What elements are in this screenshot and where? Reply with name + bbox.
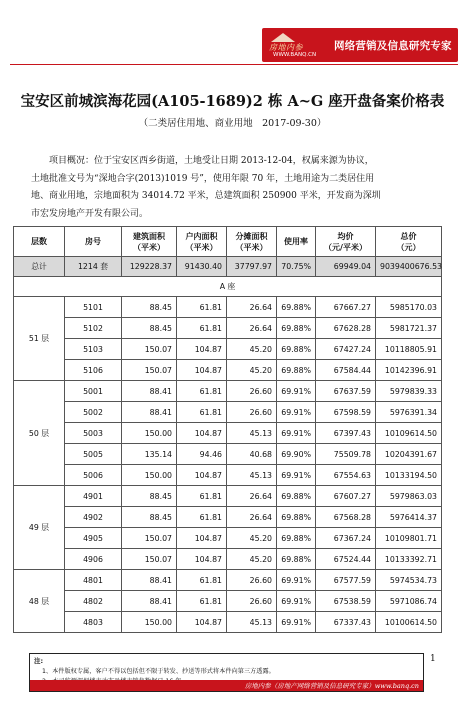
overview-line: 地、商业用地，宗地面积为 34014.72 平米，总建筑面积 250900 平米，开发商为深圳 [31, 191, 381, 201]
table-row [14, 486, 442, 507]
brand-logo-url: WWW.BANQ.CN [273, 52, 317, 58]
cell-usage-rate: 69.88% [277, 528, 316, 549]
cell-build-area: 150.07 [122, 549, 177, 570]
cell-build-area: 150.00 [122, 612, 177, 633]
table-row [14, 339, 442, 360]
cell-inner-area: 104.87 [177, 423, 227, 444]
cell-total-price: 10109801.71 [376, 528, 442, 549]
cell-inner-area: 61.81 [177, 318, 227, 339]
cell-share-area: 26.60 [227, 381, 277, 402]
overview-line: 土地批准文号为“深地合字(2013)1019 号”，使用年限 70 年，土地用途为二类居住用 [31, 173, 375, 184]
table-row [14, 549, 442, 570]
cell-usage-rate: 69.88% [277, 318, 316, 339]
cell-inner-area: 94.46 [177, 444, 227, 465]
cell-total-price: 10204391.67 [376, 444, 442, 465]
cell-total-price: 10118805.91 [376, 339, 442, 360]
cell-unit-price: 67637.59 [316, 381, 376, 402]
cell-inner-area: 61.81 [177, 507, 227, 528]
cell-total-price: 10100614.50 [376, 612, 442, 633]
cell-share-area: 26.60 [227, 402, 277, 423]
total-units: 1214 套 [65, 257, 122, 277]
cell-unit-price: 67598.59 [316, 402, 376, 423]
cell-total-price: 5976414.37 [376, 507, 442, 528]
col-header-total-price: 总价 （元） [376, 227, 442, 257]
total-usage-rate: 70.75% [277, 257, 316, 277]
cell-usage-rate: 69.88% [277, 339, 316, 360]
cell-build-area: 150.00 [122, 423, 177, 444]
cell-build-area: 88.41 [122, 570, 177, 591]
cell-build-area: 88.45 [122, 486, 177, 507]
cell-inner-area: 104.87 [177, 465, 227, 486]
cell-usage-rate: 69.91% [277, 402, 316, 423]
cell-usage-rate: 69.91% [277, 381, 316, 402]
brand-logo [267, 31, 337, 59]
table-row [14, 570, 442, 591]
cell-usage-rate: 69.91% [277, 465, 316, 486]
cell-share-area: 26.64 [227, 297, 277, 318]
cell-inner-area: 104.87 [177, 612, 227, 633]
col-header-room: 房号 [65, 227, 122, 257]
table-row [14, 612, 442, 633]
cell-total-price: 5985170.03 [376, 297, 442, 318]
cell-inner-area: 104.87 [177, 528, 227, 549]
cell-inner-area: 104.87 [177, 360, 227, 381]
cell-total-price: 10109614.50 [376, 423, 442, 444]
cell-build-area: 88.45 [122, 318, 177, 339]
cell-share-area: 26.64 [227, 486, 277, 507]
total-row [14, 257, 442, 277]
cell-build-area: 135.14 [122, 444, 177, 465]
cell-unit-price: 67397.43 [316, 423, 376, 444]
table-row [14, 423, 442, 444]
cell-build-area: 88.41 [122, 591, 177, 612]
cell-room: 5003 [65, 423, 122, 444]
cell-share-area: 45.20 [227, 549, 277, 570]
cell-room: 5101 [65, 297, 122, 318]
total-unit-price: 69949.04 [316, 257, 376, 277]
page-number: 1 [430, 654, 436, 664]
cell-inner-area: 61.81 [177, 297, 227, 318]
cell-usage-rate: 69.90% [277, 444, 316, 465]
table-header-row [14, 227, 442, 257]
document-subtitle: （二类居住用地、商业用地 2017-09-30） [138, 118, 327, 129]
cell-build-area: 150.07 [122, 360, 177, 381]
cell-room: 5006 [65, 465, 122, 486]
footer-note-label: 注: [34, 657, 44, 665]
cell-total-price: 5979863.03 [376, 486, 442, 507]
cell-usage-rate: 69.88% [277, 486, 316, 507]
house-icon [271, 33, 295, 42]
cell-unit-price: 75509.78 [316, 444, 376, 465]
col-header-inner-area: 户内面积 （平米） [177, 227, 227, 257]
cell-unit-price: 67568.28 [316, 507, 376, 528]
cell-unit-price: 67367.24 [316, 528, 376, 549]
cell-room: 4801 [65, 570, 122, 591]
cell-unit-price: 67554.63 [316, 465, 376, 486]
cell-inner-area: 61.81 [177, 486, 227, 507]
overview-line: 市宏发房地产开发有限公司。 [31, 208, 149, 219]
cell-share-area: 26.64 [227, 318, 277, 339]
footer-note: 1、本件版权专属，客户不得以包括但不限于转发、抄送等形式将本件向第三方透露。 [42, 668, 275, 675]
cell-room: 5102 [65, 318, 122, 339]
col-header-unit-price: 均价 （元/平米） [316, 227, 376, 257]
cell-total-price: 5974534.73 [376, 570, 442, 591]
cell-share-area: 45.20 [227, 339, 277, 360]
cell-unit-price: 67607.27 [316, 486, 376, 507]
cell-room: 4901 [65, 486, 122, 507]
floor-label: 49 层 [14, 486, 65, 570]
cell-unit-price: 67577.59 [316, 570, 376, 591]
cell-room: 5002 [65, 402, 122, 423]
cell-build-area: 150.07 [122, 339, 177, 360]
brand-logo-text: 房地内参 [269, 43, 303, 52]
document-title: 宝安区前城滨海花园(A105-1689)2 栋 A~G 座开盘备案价格表 [20, 93, 445, 110]
cell-share-area: 45.13 [227, 612, 277, 633]
table-row [14, 318, 442, 339]
cell-usage-rate: 69.88% [277, 297, 316, 318]
cell-inner-area: 61.81 [177, 591, 227, 612]
table-row [14, 465, 442, 486]
cell-usage-rate: 69.88% [277, 360, 316, 381]
cell-total-price: 5976391.34 [376, 402, 442, 423]
section-label: A 座 [14, 277, 442, 297]
total-build-area: 129228.37 [122, 257, 177, 277]
project-overview [31, 153, 441, 223]
cell-total-price: 10133392.71 [376, 549, 442, 570]
header-divider [10, 64, 458, 65]
cell-inner-area: 61.81 [177, 570, 227, 591]
price-table [13, 226, 442, 633]
cell-share-area: 26.60 [227, 591, 277, 612]
cell-usage-rate: 69.91% [277, 612, 316, 633]
cell-unit-price: 67628.28 [316, 318, 376, 339]
table-row [14, 360, 442, 381]
cell-usage-rate: 69.88% [277, 549, 316, 570]
cell-build-area: 150.07 [122, 528, 177, 549]
cell-share-area: 45.13 [227, 465, 277, 486]
cell-unit-price: 67427.24 [316, 339, 376, 360]
cell-build-area: 88.45 [122, 507, 177, 528]
cell-inner-area: 104.87 [177, 339, 227, 360]
table-row [14, 591, 442, 612]
col-header-floor: 层数 [14, 227, 65, 257]
cell-room: 4802 [65, 591, 122, 612]
cell-total-price: 5981721.37 [376, 318, 442, 339]
overview-line: 项目概况：位于宝安区西乡街道，土地受让日期 2013-12-04，权属来源为协议， [49, 156, 374, 166]
floor-label: 51 层 [14, 297, 65, 381]
cell-unit-price: 67584.44 [316, 360, 376, 381]
footer-notes [29, 653, 424, 692]
cell-share-area: 45.20 [227, 528, 277, 549]
cell-room: 4906 [65, 549, 122, 570]
cell-total-price: 5971086.74 [376, 591, 442, 612]
cell-build-area: 150.00 [122, 465, 177, 486]
footer-bar [30, 680, 423, 691]
total-label: 总计 [14, 257, 65, 277]
cell-usage-rate: 69.91% [277, 591, 316, 612]
table-row [14, 528, 442, 549]
cell-usage-rate: 69.88% [277, 507, 316, 528]
table-row [14, 297, 442, 318]
cell-build-area: 88.41 [122, 381, 177, 402]
cell-unit-price: 67337.43 [316, 612, 376, 633]
cell-room: 4905 [65, 528, 122, 549]
table-row [14, 444, 442, 465]
total-share-area: 37797.97 [227, 257, 277, 277]
cell-unit-price: 67524.44 [316, 549, 376, 570]
section-row [14, 277, 442, 297]
col-header-build-area: 建筑面积 （平米） [122, 227, 177, 257]
cell-room: 5106 [65, 360, 122, 381]
cell-usage-rate: 69.91% [277, 570, 316, 591]
cell-build-area: 88.45 [122, 297, 177, 318]
cell-total-price: 5979839.33 [376, 381, 442, 402]
cell-inner-area: 104.87 [177, 549, 227, 570]
total-price: 9039400676.53 [376, 257, 442, 277]
cell-build-area: 88.41 [122, 402, 177, 423]
cell-room: 4803 [65, 612, 122, 633]
cell-share-area: 45.13 [227, 423, 277, 444]
cell-unit-price: 67538.59 [316, 591, 376, 612]
cell-room: 4902 [65, 507, 122, 528]
cell-inner-area: 61.81 [177, 381, 227, 402]
table-row [14, 381, 442, 402]
table-row [14, 402, 442, 423]
total-inner-area: 91430.40 [177, 257, 227, 277]
col-header-usage-rate: 使用率 [277, 227, 316, 257]
brand-banner [262, 28, 458, 62]
cell-inner-area: 61.81 [177, 402, 227, 423]
col-header-share-area: 分摊面积 （平米） [227, 227, 277, 257]
brand-slogan: 网络营销及信息研究专家 [334, 40, 452, 52]
floor-label: 50 层 [14, 381, 65, 486]
table-row [14, 507, 442, 528]
floor-label: 48 层 [14, 570, 65, 633]
cell-total-price: 10142396.91 [376, 360, 442, 381]
cell-usage-rate: 69.91% [277, 423, 316, 444]
cell-share-area: 45.20 [227, 360, 277, 381]
cell-room: 5005 [65, 444, 122, 465]
cell-share-area: 40.68 [227, 444, 277, 465]
cell-share-area: 26.60 [227, 570, 277, 591]
cell-share-area: 26.64 [227, 507, 277, 528]
footer-bar-text: 房地内参（房地产网络营销及信息研究专家）www.banq.cn [244, 682, 419, 690]
cell-room: 5001 [65, 381, 122, 402]
cell-total-price: 10133194.50 [376, 465, 442, 486]
cell-room: 5103 [65, 339, 122, 360]
cell-unit-price: 67667.27 [316, 297, 376, 318]
